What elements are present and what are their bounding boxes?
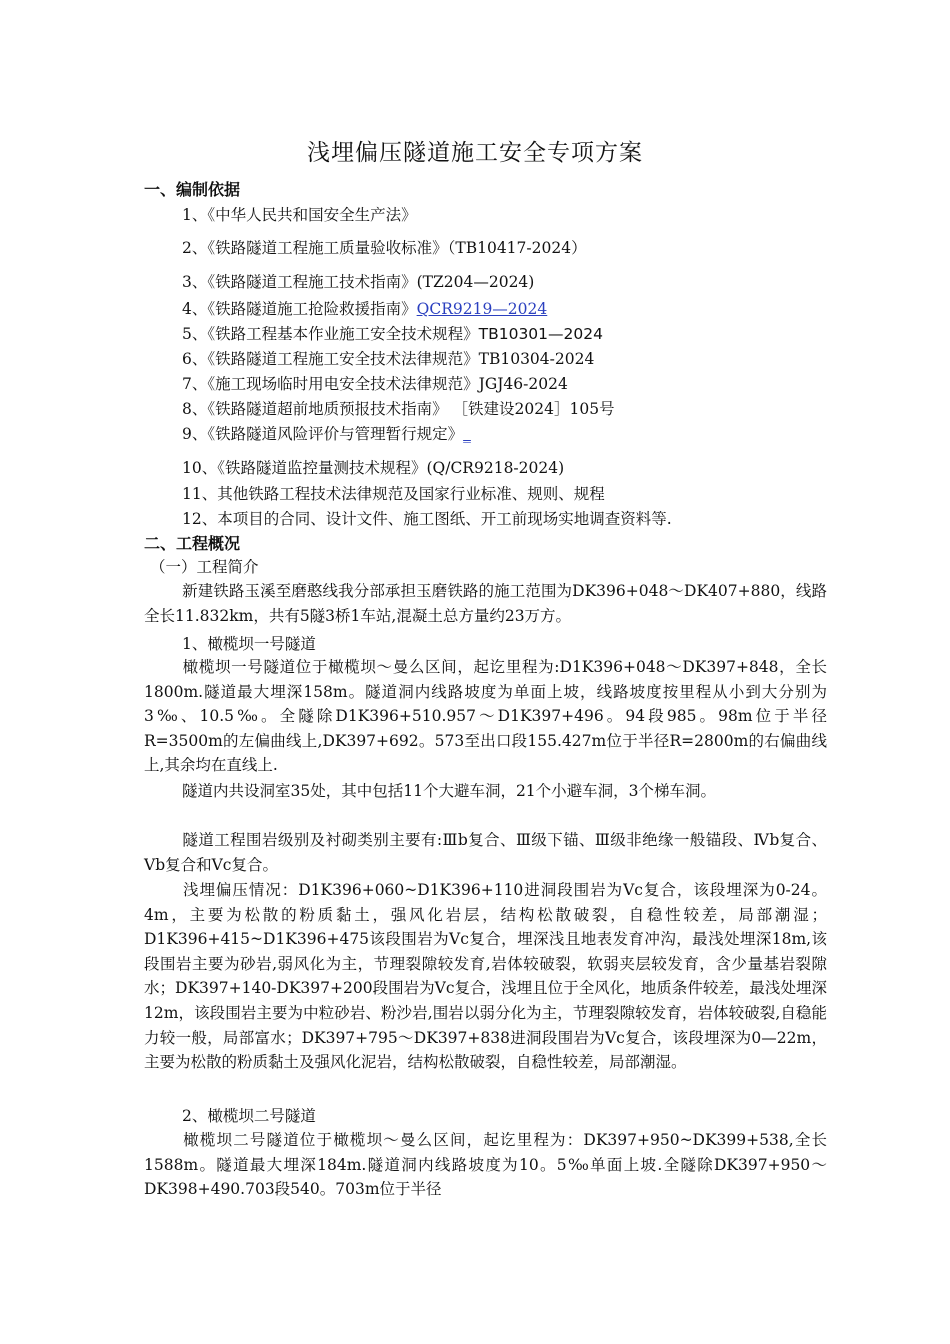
reference-item-5 [182, 322, 603, 344]
reference-item-5-text: 5、《铁路工程基本作业施工安全技术规程》 [182, 325, 479, 343]
paragraph-tunnel1-rock-class [144, 828, 827, 877]
document-title: 浅埋偏压隧道施工安全专项方案 [307, 140, 643, 166]
section-heading-basis: 一、编制依据 [144, 180, 241, 199]
paragraph-intro-text: 新建铁路玉溪至磨憨线我分部承担玉磨铁路的施工范围为DK396+048～DK407+880，线路全长11.832km，共有5隧3桥1车站,混凝土总方量约23万方。 [144, 582, 827, 625]
reference-item-5-code: TB10301—2024 [478, 325, 603, 343]
reference-item-11: 11、其他铁路工程技术法律规范及国家行业标准、规则、规程 [182, 485, 605, 503]
section-heading-overview: 二、工程概况 [144, 534, 241, 553]
subsection-heading-intro: （一）工程简介 [150, 558, 259, 576]
reference-item-4 [182, 297, 547, 319]
reference-item-7: 7、《施工现场临时用电安全技术法律规范》JGJ46-2024 [182, 375, 568, 393]
tunnel2-heading: 2、橄榄坝二号隧道 [182, 1107, 316, 1125]
paragraph-tunnel2-location [144, 1128, 827, 1202]
reference-item-12: 12、本项目的合同、设计文件、施工图纸、开工前现场实地调查资料等. [182, 510, 672, 528]
reference-item-9 [182, 422, 471, 444]
paragraph-tunnel1-shallow-bias [144, 878, 827, 1075]
reference-item-6: 6、《铁路隧道工程施工安全技术法律规范》TB10304-2024 [182, 350, 595, 368]
reference-item-8: 8、《铁路隧道超前地质预报技术指南》 ［铁建设2024］105号 [182, 400, 615, 418]
reference-item-9-text: 9、《铁路隧道风险评价与管理暂行规定》 [182, 425, 464, 443]
reference-item-3: 3、《铁路隧道工程施工技术指南》(TZ204—2024) [182, 273, 535, 291]
reference-item-4-text: 4、《铁路隧道施工抢险救援指南》 [182, 300, 417, 318]
paragraph-tunnel1-shallow-bias-text: 浅埋偏压情况：D1K396+060~D1K396+110进洞段围岩为Vc复合，该段埋深为0-24。4m，主要为松散的粉质黏土，强风化岩层，结构松散破裂，自稳性较差，局部潮湿；D1K396+415~D1K396+475该段围岩为Vc复合，埋深浅且地表发育冲沟，最浅处埋深18m,该段围岩主要为砂岩,弱风化为主，节理裂隙较发育,岩体较破裂，软弱夹层较发育，含少量基岩裂隙水；DK397+140-DK397+200段围岩为Vc复合，浅埋且位于全风化，地质条件较差，最浅处埋深12m，该段围岩主要为中粒砂岩、粉沙岩,围岩以弱分化为主，节理裂隙较发育，岩体较破裂,自稳能力较一般，局部富水；DK397+795～DK397+838进洞段围岩为Vc复合，该段埋深为0—22m，主要为松散的粉质黏土及强风化泥岩，结构松散破裂，自稳性较差，局部潮湿。 [144, 881, 827, 1072]
paragraph-intro [144, 579, 827, 628]
paragraph-tunnel1-chambers [144, 779, 827, 804]
tunnel1-heading: 1、橄榄坝一号隧道 [182, 635, 316, 653]
reference-item-10: 10、《铁路隧道监控量测技术规程》(Q/CR9218-2024) [182, 459, 565, 477]
reference-item-2: 2、《铁路隧道工程施工质量验收标准》（TB10417-2024） [182, 239, 587, 257]
reference-item-1: 1、《中华人民共和国安全生产法》 [182, 206, 417, 224]
reference-item-4-link[interactable]: QCR9219—2024 [416, 300, 548, 318]
paragraph-tunnel1-location [144, 655, 827, 778]
paragraph-tunnel1-chambers-text: 隧道内共设洞室35处，其中包括11个大避车洞，21个小避车洞，3个梯车洞。 [182, 782, 717, 800]
paragraph-tunnel1-location-text: 橄榄坝一号隧道位于橄榄坝～曼么区间，起讫里程为:D1K396+048～DK397+848，全长1800m.隧道最大埋深158m。隧道洞内线路坡度为单面上坡，线路坡度按里程从小到大分别为3‰、10.5‰。全隧除D1K396+510.957～D1K397+496。94段985。98m位于半径R=3500m的左偏曲线上,DK397+692。573至出口段155.427m位于半径R=2800m的右偏曲线上,其余均在直线上. [144, 658, 827, 775]
reference-item-9-link[interactable]: _ [463, 425, 471, 443]
paragraph-tunnel1-rock-class-text: 隧道工程围岩级别及衬砌类别主要有:Ⅲb复合、Ⅲ级下锚、Ⅲ级非绝缘一般锚段、Ⅳb复合、Ⅴb复合和Ⅴc复合。 [144, 831, 827, 874]
paragraph-tunnel2-location-text: 橄榄坝二号隧道位于橄榄坝～曼么区间，起讫里程为：DK397+950~DK399+538,全长1588m。隧道最大埋深184m.隧道洞内线路坡度为10。5‰单面上坡.全隧除DK397+950～DK398+490.703段540。703m位于半径 [144, 1131, 827, 1199]
